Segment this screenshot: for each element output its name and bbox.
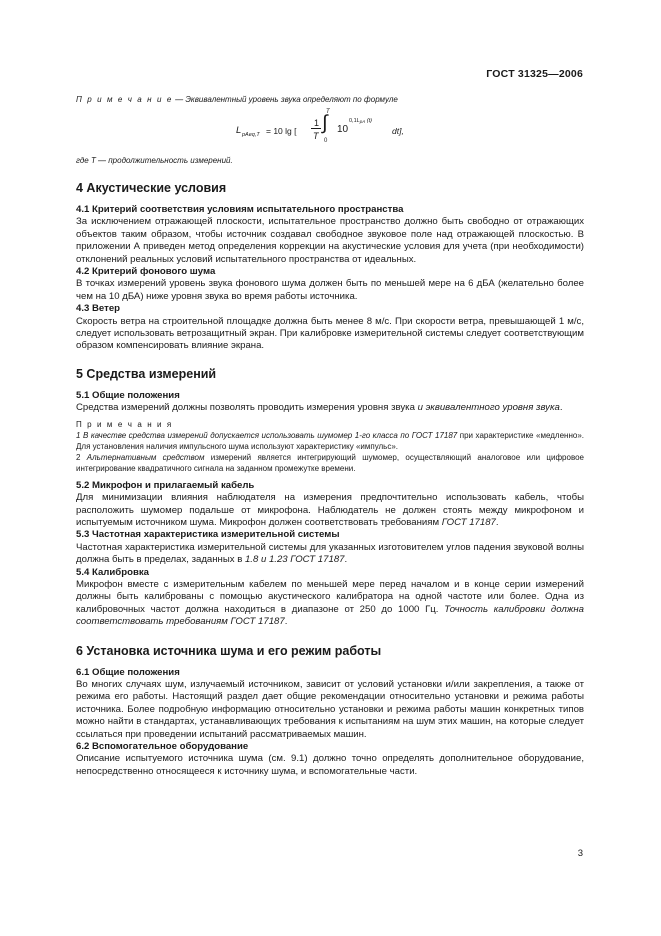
formula-lhs-sub: pAeq,T <box>242 132 260 138</box>
subsection-5-4-text <box>76 579 584 629</box>
subsection-5-1-title: 5.1 Общие положения <box>76 389 180 401</box>
subsection-5-3-title: 5.3 Частотная характеристика измерительной системы <box>76 529 340 541</box>
s52-end: . <box>495 516 499 528</box>
formula-exponent <box>349 118 372 124</box>
s52-text: Для минимизации влияния наблюдателя на измерения предпочтительно использовать кабель, чтобы расположить шумомер подальше от микрофона. Наблюдатель не должен стоять между микрофоном и испытуемым источником шума. Микрофон должен соответствовать требованиям <box>76 492 584 528</box>
subsection-6-1-text: Во многих случаях шум, излучаемый источником, зависит от условий установки и/или закрепления, а также от режима его работы. Настоящий раздел дает общие рекомендации относительно установки и режима работы источника. Более подробную информацию относительно установки и режима работы машин конкретных типов можно найти в стандартах, устанавливающих требования к испытаниям на шум этих машин, на которые следует ссылаться при проведении испытаний рассматриваемых машин. <box>76 678 584 740</box>
formula-frac-den: T <box>313 131 319 141</box>
equivalent-level-formula <box>76 109 584 153</box>
subsection-4-1-text: За исключением отражающей плоскости, испытательное пространство должно быть свободно от отражающих объектов таким образом, чтобы источник создавал свободное звуковое поле над отражающей плоскостью. В приложении А приведен метод определения коррекции на акустические условия для учета (при необходимости) отклонений реальных условий испытательного пространства от идеальных. <box>76 216 584 265</box>
note-1-rest: при характеристике «медленно». Для установления наличия импульсного шума используют характеристику «импульс». <box>76 430 584 451</box>
subsection-6-2-text: Описание испытуемого источника шума (см. 9.1) должно точно определять дополнительное оборудование, непосредственно относящееся к источнику шума, и вспомогательные части. <box>76 753 584 777</box>
s53-text: Частотная характеристика измерительной системы для указанных изготовителем углов падения звуковой волны должна быть в пределах, заданных в <box>76 541 584 566</box>
subsection-5-1-text <box>76 402 584 414</box>
note-where: где T — продолжительность измерений. <box>76 156 233 165</box>
subsection-6-2-title: 6.2 Вспомогательное оборудование <box>76 741 249 752</box>
page-number: 3 <box>577 848 583 859</box>
formula-int-upper: T <box>326 109 330 115</box>
formula-frac-bar <box>311 128 321 129</box>
note-2-rest: измерений является интегрирующий шумомер, осуществляющий аналоговое или цифровое интегрирование квадратичного сигнала на заданном промежутке времени. <box>76 452 584 473</box>
s54-text: Микрофон вместе с измерительным кабелем по меньшей мере перед началом и в конце серии измерений должны быть калиброваны с помощью акустического калибратора на одной частоте или более. Одна из калибровочных частот должна находиться в диапазоне от 250 до 1000 Гц. <box>76 578 584 615</box>
document-id-header: ГОСТ 31325—2006 <box>486 68 583 80</box>
subsection-4-3-text: Скорость ветра на строительной площадке должна быть менее 8 м/с. При скорости ветра, превышающей 1 м/с, следует использовать ветрозащитный экран. При калибровке измерительной системы следует соответствующим образом компенсировать влияние экрана. <box>76 315 584 352</box>
s53-end: . <box>344 554 348 566</box>
note-2-num: 2 <box>76 452 87 462</box>
subsection-4-3-title: 4.3 Ветер <box>76 303 121 315</box>
section-4-title: 4 Акустические условия <box>76 181 227 195</box>
section-5-notes <box>76 419 584 474</box>
s51-text: Средства измерений должны позволять проводить измерения уровня звука <box>76 402 418 414</box>
formula-base: 10 <box>337 124 349 135</box>
s53-italic: 1.8 и 1.23 ГОСТ 17187 <box>244 554 345 566</box>
s54-end: . <box>284 616 288 628</box>
note-label: П р и м е ч а н и е <box>76 95 173 104</box>
formula-exp-main: 0,1L <box>349 118 360 124</box>
note-text: — Эквивалентный уровень звука определяют по формуле <box>172 95 398 104</box>
formula-tail: dt], <box>392 126 404 136</box>
s52-italic: ГОСТ 17187 <box>441 516 496 528</box>
formula-frac-num: 1 <box>314 118 320 128</box>
notes-label: П р и м е ч а н и я <box>76 419 173 429</box>
subsection-4-2-title: 4.2 Критерий фонового шума <box>76 266 216 278</box>
formula-exp-arg: (t) <box>366 118 372 124</box>
formula-eq: = 10 lg [ <box>266 126 297 136</box>
note-2-italic: Альтернативным средством <box>86 452 205 462</box>
subsection-5-2-text <box>76 492 584 529</box>
s51-text-italic: и эквивалентного уровня звука <box>417 402 560 414</box>
subsection-4-2-text: В точках измерений уровень звука фонового шума должен быть по меньшей мере на 6 дБА (желательно более чем на 10 дБА) ниже уровня звука во время работы источника. <box>76 278 584 302</box>
note-1-italic: 1 В качестве средства измерений допускается использовать шумомер 1-го класса по ГОСТ 17187 <box>76 430 458 440</box>
note-2 <box>76 452 584 474</box>
note-formula-intro <box>76 94 584 105</box>
formula-exp-sub: pA <box>359 119 366 124</box>
s51-text-end: . <box>559 402 563 414</box>
subsection-6-1-title: 6.1 Общие положения <box>76 666 180 678</box>
subsection-5-3-text <box>76 542 584 567</box>
subsection-5-2-title: 5.2 Микрофон и прилагаемый кабель <box>76 479 255 491</box>
note-1 <box>76 430 584 452</box>
section-5-title: 5 Средства измерений <box>76 366 217 381</box>
formula-lhs: L <box>236 125 242 136</box>
s54-italic: Точность калибровки должна соответствовать требованиям ГОСТ 17187 <box>76 603 584 628</box>
subsection-5-4-title: 5.4 Калибровка <box>76 566 149 578</box>
page-content <box>76 94 584 778</box>
subsection-4-1-title: 4.1 Критерий соответствия условиям испытательного пространства <box>76 204 404 215</box>
formula-integral-sign: ∫ <box>322 112 328 134</box>
section-6-title: 6 Установка источника шума и его режим работы <box>76 643 382 658</box>
formula-int-lower: 0 <box>324 138 328 144</box>
